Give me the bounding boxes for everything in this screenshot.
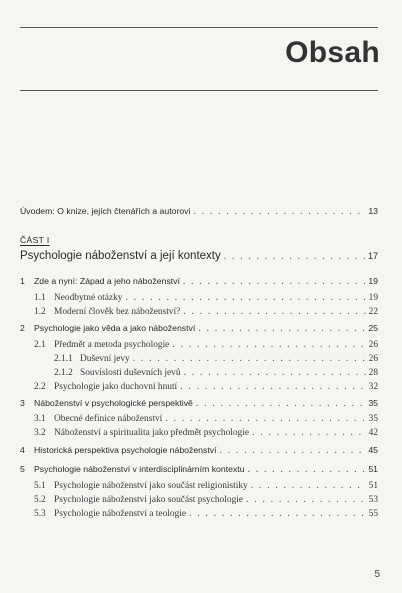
toc-entry-section[interactable] [34,480,378,491]
toc-leader [248,464,366,475]
toc-entry-label: Neodbytné otázky [54,293,123,303]
toc-entry-label: Psychologie náboženství a její kontexty [20,250,221,262]
toc-entry-label: Předmět a metoda psychologie [54,340,170,350]
toc-entry-number: 3.2 [34,428,46,438]
toc-entry-page: 55 [368,509,378,519]
part-label: ČÁST I [20,235,50,245]
toc-entry-label: Náboženství a spiritualita jako předmět psychologie [54,428,249,438]
toc-entry-page: 45 [368,445,378,455]
toc-entry-section[interactable] [34,508,378,519]
toc-entry-number: 2.2 [34,382,46,392]
toc-leader [251,480,366,491]
toc-entry-label: Moderní člověk bez náboženství? [54,307,181,317]
toc-entry-number: 1 [20,276,25,286]
toc-entry-number: 2.1.1 [54,354,73,364]
toc-entry-number: 1.2 [34,307,46,317]
toc-leader [193,206,365,217]
toc-leader [133,353,366,364]
toc-entry-label: Historická perspektiva psychologie náboženství [34,445,217,455]
toc-entry-page: 19 [368,276,378,286]
toc-entry-label: Obecné definice náboženství [54,414,163,424]
toc-entry-part[interactable] [20,250,378,262]
toc-entry-label: Úvodem: O knize, jejích čtenářích a autorovi [20,206,191,216]
toc-entry-chapter[interactable] [20,398,378,409]
toc-entry-label: Souvislosti duševních jevů [80,368,181,378]
toc-entry-page: 13 [368,206,378,216]
toc-entry-number: 4 [20,445,25,455]
toc-entry-section[interactable] [34,306,378,317]
toc-entry-number: 5 [20,464,25,474]
page-number: 5 [374,569,380,580]
top-rule [20,27,378,28]
toc-leader [165,413,365,424]
toc-leader [183,306,365,317]
toc-entry-label: Zde a nyní: Západ a jeho náboženství [34,276,180,286]
toc-entry-number: 2 [20,323,25,333]
toc-entry-number: 3.1 [34,414,46,424]
toc-entry-page: 35 [368,414,378,424]
toc-entry-page: 19 [368,293,378,303]
toc-entry-section[interactable] [34,381,378,392]
toc-entry-page: 35 [368,398,378,408]
toc-entry-label: Psychologie jako duchovní hnutí [54,382,178,392]
toc-entry-page: 51 [368,481,378,491]
toc-entry-page: 26 [368,354,378,364]
toc-entry-subsection[interactable] [54,353,378,364]
toc-entry-label: Psychologie náboženství jako součást psychologie [54,495,244,505]
toc-leader [184,367,366,378]
page-title: Obsah [285,36,380,69]
toc-leader [198,323,365,334]
title-rule [20,90,378,91]
toc-leader [220,445,366,456]
toc-entry-chapter[interactable] [20,464,378,475]
toc-entry-number: 5.2 [34,495,46,505]
toc-entry-page: 17 [367,251,378,261]
toc-entry-page: 25 [368,323,378,333]
toc-entry-section[interactable] [34,413,378,424]
toc-entry-number: 5.3 [34,509,46,519]
toc-entry-section[interactable] [34,339,378,350]
toc-entry-label: Náboženství v psychologické perspektivě [34,398,193,408]
toc-entry-page: 28 [368,368,378,378]
toc-entry-section[interactable] [34,427,378,438]
toc-entry-chapter[interactable] [20,323,378,334]
toc-entry-number: 2.1 [34,340,46,350]
toc-leader [183,276,365,287]
toc-entry-page: 26 [368,340,378,350]
toc-entry-page: 22 [368,307,378,317]
toc-leader [125,292,365,303]
toc-leader [172,339,365,350]
toc-entry-label: Duševní jevy [80,354,130,364]
toc-entry-chapter[interactable] [20,445,378,456]
toc-entry-page: 32 [368,382,378,392]
toc-leader [189,508,366,519]
toc-entry-subsection[interactable] [54,367,378,378]
toc-entry-label: Psychologie náboženství jako součást religionistiky [54,481,248,491]
toc-entry-label: Psychologie náboženství v interdisciplinárním kontextu [34,464,245,474]
toc-entry-section[interactable] [34,494,378,505]
toc-entry-page: 42 [368,428,378,438]
toc-leader [252,427,366,438]
toc-leader [196,398,365,409]
toc-entry-number: 5.1 [34,481,46,491]
toc-entry-number: 1.1 [34,293,46,303]
toc-entry-page: 51 [368,464,378,474]
toc-leader [180,381,365,392]
toc-entry-intro[interactable] [20,206,378,217]
toc-leader [224,251,365,262]
toc-entry-label: Psychologie jako věda a jako náboženství [34,323,196,333]
toc-entry-chapter[interactable] [20,276,378,287]
toc-entry-label: Psychologie náboženství a teologie [54,509,187,519]
toc-entry-number: 3 [20,398,25,408]
toc-leader [246,494,366,505]
toc-entry-page: 53 [368,495,378,505]
toc-entry-section[interactable] [34,292,378,303]
toc-entry-number: 2.1.2 [54,368,73,378]
